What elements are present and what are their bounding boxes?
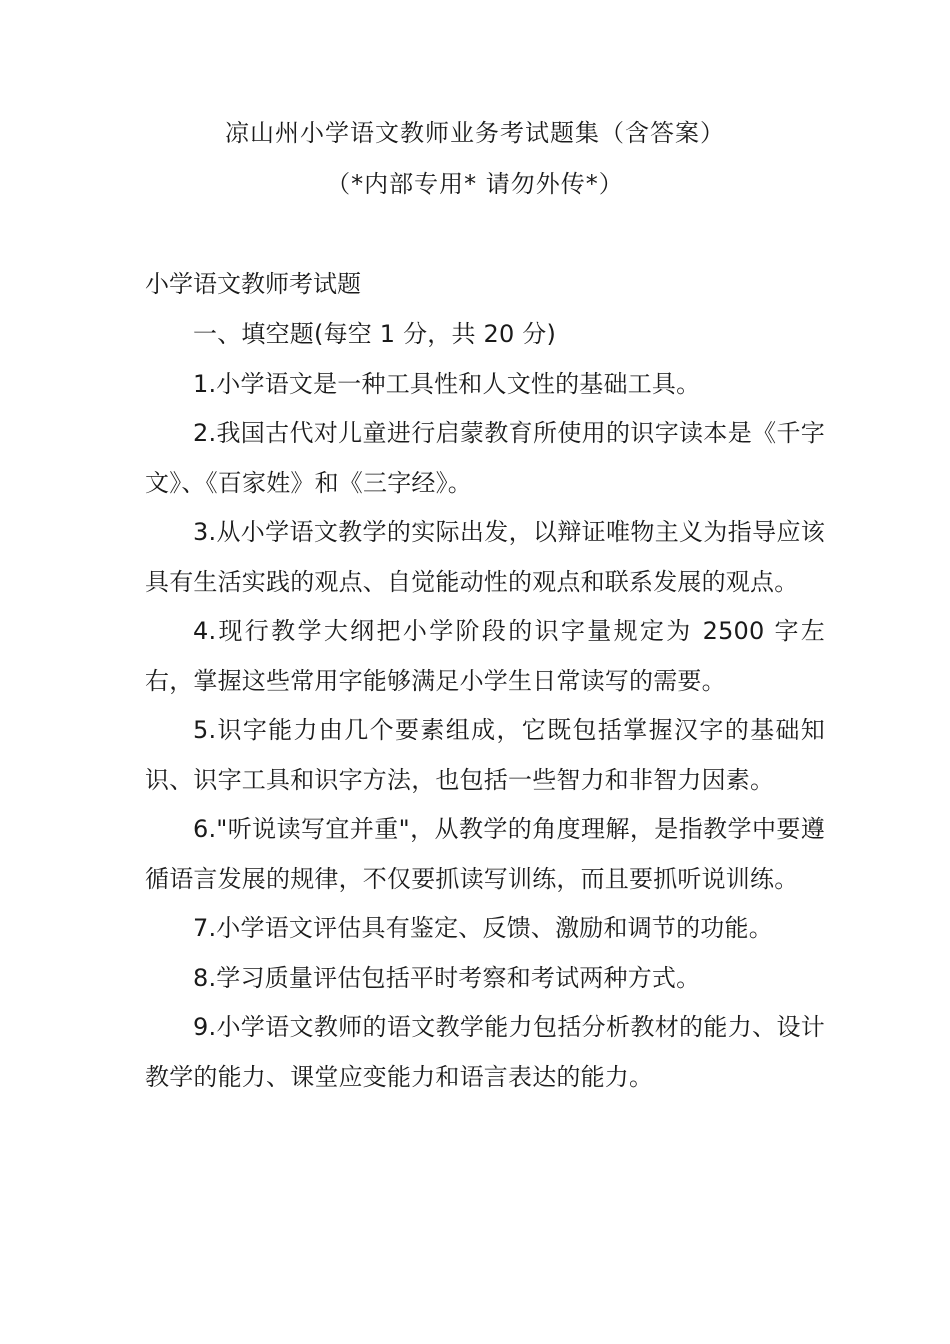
question-item: 9.小学语文教师的语文教学能力包括分析教材的能力、设计教学的能力、课堂应变能力和语言表达的能力。	[145, 1013, 825, 1091]
exam-heading: 小学语文教师考试题	[145, 270, 361, 298]
exam-body	[145, 310, 825, 1102]
document-subtitle: （*内部专用* 请勿外传*）	[326, 170, 624, 198]
document-title: 凉山州小学语文教师业务考试题集（含答案）	[225, 119, 725, 147]
question-item: 8.学习质量评估包括平时考察和考试两种方式。	[193, 963, 701, 992]
question-item: 7.小学语文评估具有鉴定、反馈、激励和调节的功能。	[193, 914, 773, 942]
question-item: 2.我国古代对儿童进行启蒙教育所使用的识字读本是《千字文》、《百家姓》和《三字经》。	[145, 419, 825, 497]
section-title: 一、填空题(每空 1 分，共 20 分)	[193, 320, 557, 348]
question-item: 3.从小学语文教学的实际出发，以辩证唯物主义为指导应该具有生活实践的观点、自觉能动性的观点和联系发展的观点。	[145, 518, 825, 596]
question-item: 4.现行教学大纲把小学阶段的识字量规定为 2500 字左右，掌握这些常用字能够满足小学生日常读写的需要。	[145, 617, 825, 695]
question-item: 1.小学语文是一种工具性和人文性的基础工具。	[193, 369, 701, 398]
question-item: 6."听说读写宜并重"，从教学的角度理解，是指教学中要遵循语言发展的规律，不仅要抓读写训练，而且要抓听说训练。	[145, 815, 825, 893]
question-item: 5.识字能力由几个要素组成，它既包括掌握汉字的基础知识、识字工具和识字方法，也包括一些智力和非智力因素。	[145, 716, 825, 794]
